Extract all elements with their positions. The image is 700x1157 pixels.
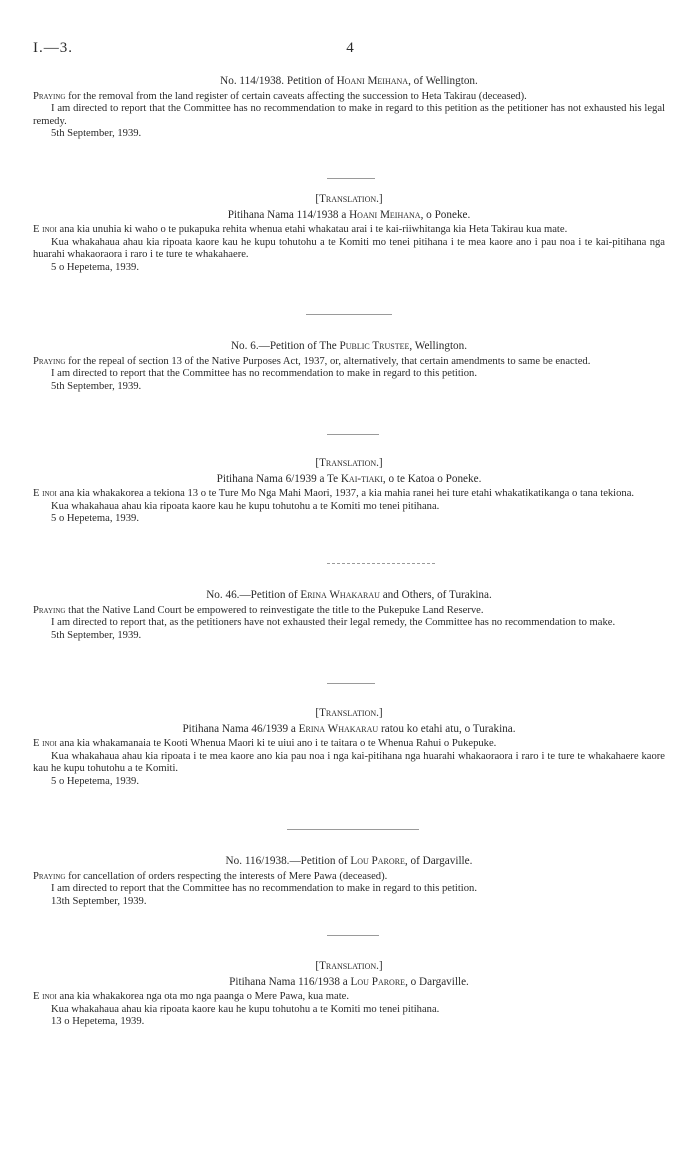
petitioner-name: Erina Whakarau (300, 589, 380, 601)
separator-rule (327, 683, 375, 684)
petitioner-name: Public Trustee (339, 340, 410, 352)
report-paragraph: Kua whakahaua ahau kia ripoata kaore kau he kupu tohutohu a te Komiti mo tenei pitihana. (51, 1003, 440, 1015)
prayer-paragraph: Praying for cancellation of orders respecting the interests of Mere Pawa (deceased). (33, 870, 388, 882)
report-paragraph: Kua whakahaua ahau kia ripoata i te mea kaore ano kia pau noa i nga kai-pitihana nga huarahi whakaoraora i raro i te ture te whakahaere kaore kau he kupu tohutohu a te Komiti. (33, 750, 665, 775)
translation-label: [Translation.] (315, 960, 383, 972)
separator-rule (306, 314, 392, 315)
report-date: 13th September, 1939. (51, 895, 147, 907)
petition-46-translation (33, 707, 665, 789)
prayer-paragraph: Praying for the removal from the land register of certain caveats affecting the succession to Heta Takirau (deceased). (33, 90, 527, 102)
translation-label: [Translation.] (315, 457, 383, 469)
petitioner-name: Erina Whakarau (298, 722, 379, 735)
report-paragraph: Kua whakahaua ahau kia ripoata kaore kau he kupu tohutohu a te Komiti mo tenei pitihana i te mea kaore ano i pau noa i te kai-pitihana nga huarahi whakaoraora i raro i te ture te whakahaere. (33, 236, 665, 261)
petition-6-english (33, 340, 665, 393)
report-paragraph: Kua whakahaua ahau kia ripoata kaore kau he kupu tohutohu a te Komiti mo tenei pitihana. (51, 500, 440, 512)
petition-116-translation (33, 960, 665, 1029)
separator-rule (287, 829, 419, 830)
petitioner-name: Lou Parore (350, 975, 406, 988)
petition-46-english (33, 589, 665, 642)
paper-reference: I.—3. (33, 40, 73, 56)
report-paragraph: I am directed to report that the Committee has no recommendation to make in regard to this petition. (51, 883, 477, 895)
separator-rule (327, 434, 379, 435)
petition-title: No. 6.—Petition of The Public Trustee, Wellington. (230, 340, 468, 352)
petition-title: Pitihana Nama 46/1939 a Erina Whakarau ratou ko etahi atu, o Turakina. (182, 722, 516, 735)
report-date: 5th September, 1939. (51, 380, 142, 392)
petition-114-english (33, 75, 665, 141)
petition-116-english (33, 855, 665, 908)
petition-title: No. 46.—Petition of Erina Whakarau and Others, of Turakina. (206, 589, 492, 601)
petitioner-name: Kai-tiaki (340, 472, 383, 485)
report-paragraph: I am directed to report that the Committee has no recommendation to make in regard to this petition. (51, 368, 477, 380)
petition-6-translation (33, 457, 665, 526)
prayer-paragraph: E inoi ana kia whakakorea nga ota mo nga paanga o Mere Pawa, kua mate. (33, 991, 349, 1003)
petition-title: No. 116/1938.—Petition of Lou Parore, of Dargaville. (225, 855, 473, 867)
petition-114-translation (33, 193, 665, 275)
prayer-paragraph: Praying that the Native Land Court be empowered to reinvestigate the title to the Pukepuke Land Reserve. (33, 604, 484, 616)
report-date: 5th September, 1939. (51, 128, 142, 140)
page-number: 4 (346, 40, 354, 56)
petitioner-name: Hoani Meihana (336, 75, 409, 87)
prayer-paragraph: E inoi ana kia whakamanaia te Kooti Whenua Maori ki te uiui ano i te taitara o te Whenua Rahui o Pukepuke. (33, 738, 497, 750)
prayer-paragraph: E inoi ana kia unuhia ki waho o te pukapuka rehita whenua etahi whakatau arai i te kai-riiwhitanga kia Heta Takirau kua mate. (33, 224, 568, 236)
petition-title: No. 114/1938. Petition of Hoani Meihana, of Wellington. (220, 75, 478, 87)
prayer-paragraph: E inoi ana kia whakakorea a tekiona 13 o te Ture Mo Nga Mahi Maori, 1937, a kia mahia ranei hei ture etahi whakatikatikanga o tana tekiona. (33, 488, 635, 500)
translation-label: [Translation.] (315, 707, 383, 719)
report-date: 5th September, 1939. (51, 629, 142, 641)
separator-rule (327, 935, 379, 936)
separator-rule (327, 563, 435, 564)
petitioner-name: Lou Parore (350, 855, 405, 867)
petitioner-name: Hoani Meihana (349, 208, 421, 221)
petition-title: Pitihana Nama 116/1938 a Lou Parore, o Dargaville. (229, 975, 469, 988)
report-date: 5 o Hepetema, 1939. (51, 513, 139, 525)
petition-title: Pitihana Nama 6/1939 a Te Kai-tiaki, o te Katoa o Poneke. (216, 472, 482, 485)
petition-title: Pitihana Nama 114/1938 a Hoani Meihana, o Poneke. (227, 208, 471, 221)
report-paragraph: I am directed to report that the Committee has no recommendation to make in regard to this petition as the petitioner has not exhausted his legal remedy. (33, 103, 665, 127)
report-date: 5 o Hepetema, 1939. (51, 261, 139, 273)
translation-label: [Translation.] (315, 193, 383, 205)
report-paragraph: I am directed to report that, as the petitioners have not exhausted their legal remedy, the Committee has no recommendation to make. (51, 617, 616, 629)
prayer-paragraph: Praying for the repeal of section 13 of the Native Purposes Act, 1937, or, alternatively, that certain amendments to same be enacted. (33, 355, 591, 367)
report-date: 13 o Hepetema, 1939. (51, 1016, 145, 1028)
report-date: 5 o Hepetema, 1939. (51, 775, 139, 787)
separator-rule (327, 178, 375, 179)
